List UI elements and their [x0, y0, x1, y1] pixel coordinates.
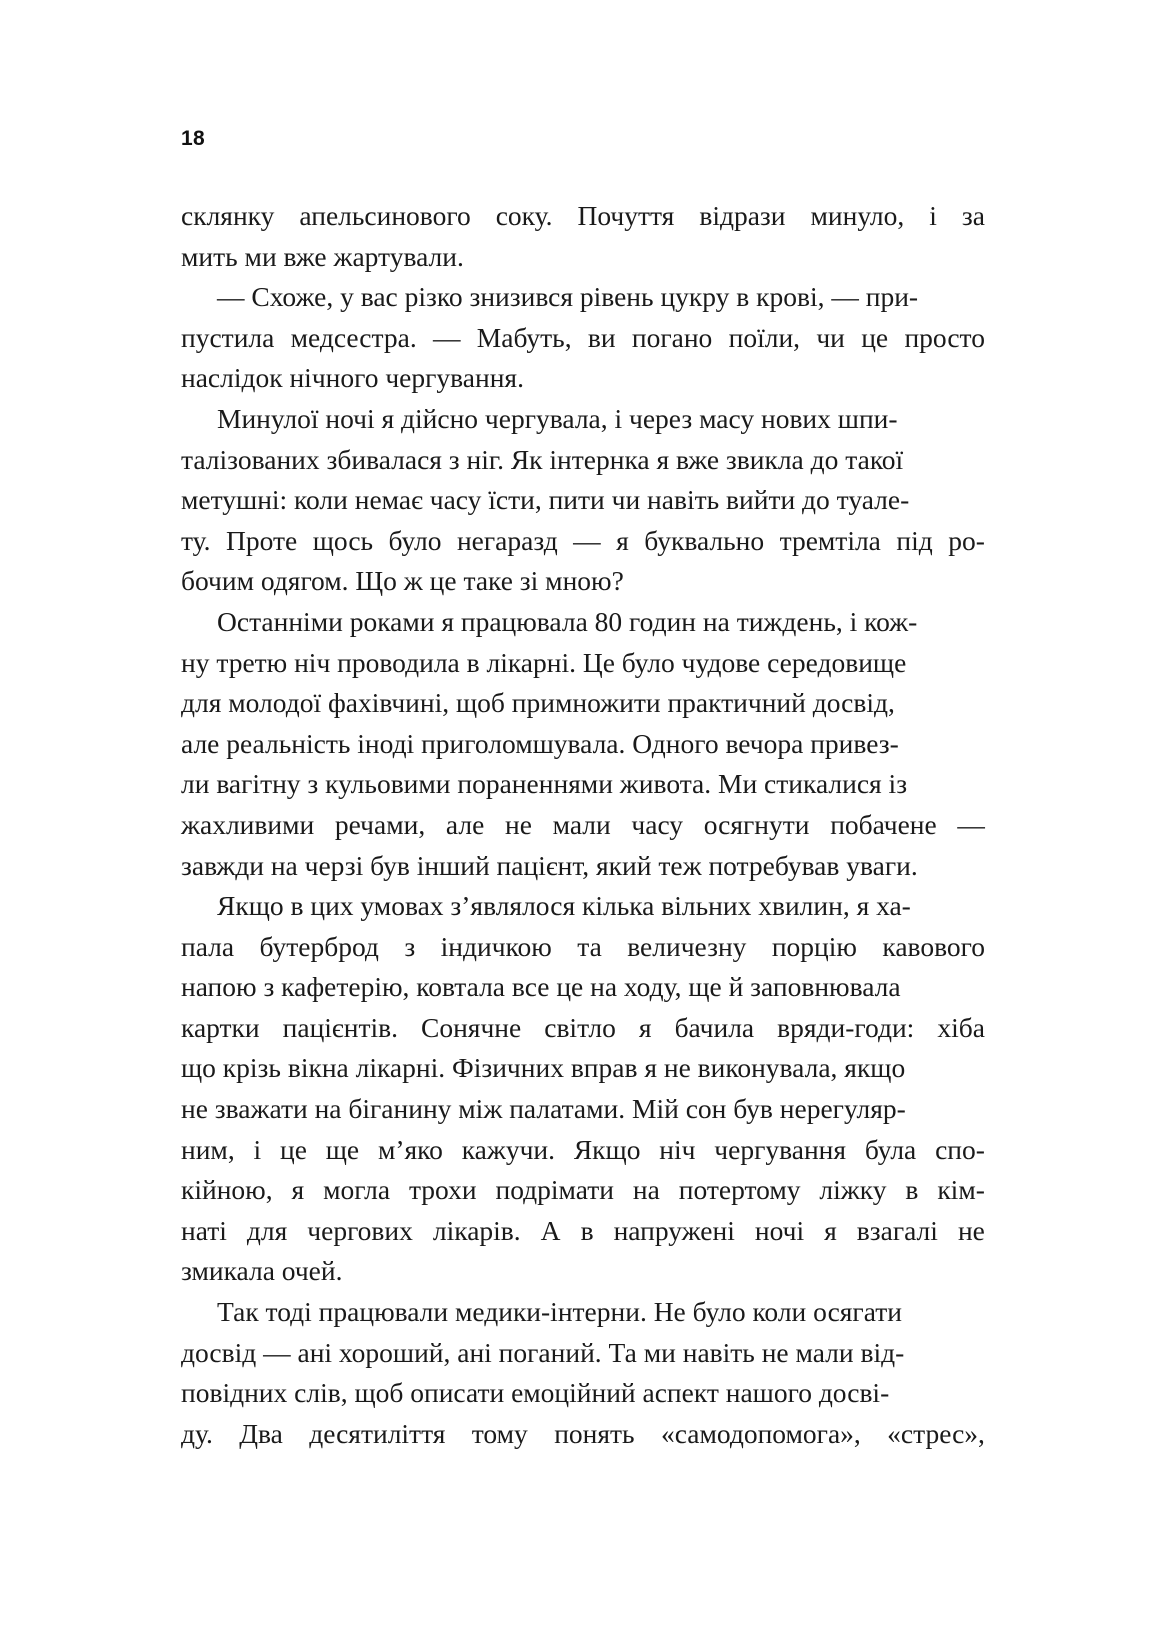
- text-run: наслідок нічного чергування.: [181, 362, 524, 394]
- text-line: [181, 1292, 985, 1333]
- text-run: ну третю ніч проводила в лікарні. Це було чудове середовище: [181, 646, 907, 678]
- text-run: понять: [554, 1417, 635, 1449]
- text-run: я: [616, 524, 629, 556]
- text-run: Почуття: [577, 200, 675, 231]
- text-run: просто: [904, 321, 985, 353]
- text-run: ли вагітну з кульовими пораненнями живота. Ми стикалися із: [181, 768, 908, 800]
- text-run: спо-: [935, 1133, 985, 1165]
- text-line: [181, 521, 985, 562]
- text-run: індичкою: [440, 930, 552, 962]
- text-run: на: [632, 1174, 660, 1206]
- text-run: світло: [544, 1011, 616, 1043]
- text-run: для молодої фахівчині, щоб примножити практичний досвід,: [181, 687, 895, 719]
- text-run: Мабуть,: [476, 321, 572, 353]
- text-run: Якщо в цих умовах з’являлося кілька вільних хвилин, я ха-: [217, 890, 911, 922]
- text-run: соку.: [495, 200, 553, 231]
- text-run: щось: [312, 524, 374, 556]
- paragraph: [181, 886, 985, 1292]
- text-run: я: [291, 1174, 305, 1206]
- text-run: подрімати: [495, 1174, 614, 1206]
- text-run: хіба: [937, 1011, 985, 1043]
- text-run: десятиліття: [309, 1417, 446, 1449]
- text-run: Так тоді працювали медики-інтерни. Не було коли осягати: [217, 1296, 902, 1328]
- text-run: потертому: [678, 1174, 801, 1206]
- text-line: [181, 399, 985, 440]
- text-run: порцію: [771, 930, 857, 962]
- text-run: часу: [631, 808, 684, 840]
- text-line: [181, 1170, 985, 1211]
- text-run: Два: [239, 1417, 283, 1449]
- text-run: що крізь вікна лікарні. Фізичних вправ я не виконувала, якщо: [181, 1052, 906, 1084]
- text-run: чергування: [714, 1133, 847, 1165]
- text-line: [181, 602, 985, 643]
- text-line: [181, 967, 985, 1008]
- text-run: —: [573, 524, 601, 556]
- text-run: картки: [181, 1011, 260, 1043]
- text-run: кажучи.: [461, 1133, 556, 1165]
- text-run: пала: [181, 930, 235, 962]
- text-line: [181, 358, 985, 399]
- text-line: [181, 1089, 985, 1130]
- text-run: не: [504, 808, 532, 840]
- text-run: медсестра.: [290, 321, 417, 353]
- paragraph: [181, 399, 985, 602]
- text-run: і: [253, 1133, 262, 1165]
- text-line: [181, 683, 985, 724]
- text-run: Сонячне: [421, 1011, 522, 1043]
- text-run: в: [580, 1214, 594, 1246]
- text-run: побачене: [830, 808, 937, 840]
- text-line: [181, 1130, 985, 1171]
- text-run: Проте: [226, 524, 298, 556]
- text-run: «самодопомога»,: [660, 1417, 861, 1449]
- text-run: склянку: [181, 200, 275, 231]
- text-run: бачила: [674, 1011, 755, 1043]
- text-run: ним,: [181, 1133, 235, 1165]
- text-run: пацієнтів.: [282, 1011, 398, 1043]
- paragraph: [181, 277, 985, 399]
- text-run: напою з кафетерію, ковтала все це на ходу, ще й заповнювала: [181, 971, 901, 1003]
- text-run: — Схоже, у вас різко знизився рівень цукру в крові, — при-: [217, 281, 919, 313]
- text-run: речами,: [334, 808, 426, 840]
- text-run: лікарів.: [432, 1214, 521, 1246]
- text-run: ліжку: [819, 1174, 887, 1206]
- text-run: кійною,: [181, 1174, 273, 1206]
- paragraph: [181, 602, 985, 886]
- text-run: мить ми вже жартували.: [181, 240, 464, 272]
- text-line: [181, 1211, 985, 1252]
- text-line: [181, 764, 985, 805]
- text-run: в: [905, 1174, 919, 1206]
- text-run: величезну: [627, 930, 747, 962]
- paragraph: [181, 1292, 985, 1454]
- text-run: Минулої ночі я дійсно чергувала, і через масу нових шпи-: [217, 402, 898, 434]
- text-run: негаразд: [456, 524, 558, 556]
- text-run: під: [896, 524, 933, 556]
- text-run: відрази: [699, 200, 786, 231]
- text-run: жахливими: [181, 808, 315, 840]
- text-line: [181, 277, 985, 318]
- text-run: ще: [325, 1133, 360, 1165]
- text-run: ночі: [754, 1214, 805, 1246]
- text-line: [181, 643, 985, 684]
- text-line: [181, 561, 985, 602]
- page-number: 18: [181, 127, 205, 150]
- text-run: повідних слів, щоб описати емоційний аспект нашого досві-: [181, 1377, 890, 1409]
- text-run: апельсинового: [299, 200, 471, 231]
- text-run: з: [404, 930, 416, 962]
- text-run: чергових: [307, 1214, 413, 1246]
- text-line: [181, 1251, 985, 1292]
- text-run: метушні: коли немає часу їсти, пити чи навіть вийти до туале-: [181, 484, 910, 516]
- text-run: не зважати на біганину між палатами. Мій сон був нерегуляр-: [181, 1093, 906, 1125]
- text-line: [181, 1333, 985, 1374]
- text-run: ви: [587, 321, 616, 353]
- text-run: пустила: [181, 321, 275, 353]
- body-text-block: [181, 196, 985, 1454]
- text-run: ро-: [948, 524, 985, 556]
- text-line: [181, 805, 985, 846]
- text-run: —: [433, 321, 461, 353]
- text-run: талізованих збивалася з ніг. Як інтернка я вже звикла до такої: [181, 443, 904, 475]
- text-run: ду.: [181, 1417, 213, 1449]
- text-run: вряди-годи:: [777, 1011, 915, 1043]
- text-line: [181, 886, 985, 927]
- paragraph: [181, 196, 985, 277]
- text-line: [181, 724, 985, 765]
- text-line: [181, 196, 985, 237]
- text-line: [181, 1008, 985, 1049]
- text-run: я: [824, 1214, 837, 1246]
- text-run: поїли,: [728, 321, 801, 353]
- text-run: бочим одягом. Що ж це таке зі мною?: [181, 565, 624, 597]
- text-line: [181, 846, 985, 887]
- text-line: [181, 1373, 985, 1414]
- text-run: це: [279, 1133, 307, 1165]
- text-line: [181, 1048, 985, 1089]
- text-run: це: [861, 321, 889, 353]
- text-run: кавового: [882, 930, 985, 962]
- text-run: Останніми роками я працювала 80 годин на тиждень, і кож-: [217, 605, 918, 637]
- text-line: [181, 1414, 985, 1455]
- text-run: завжди на черзі був інший пацієнт, який теж потребував уваги.: [181, 849, 918, 881]
- text-run: трохи: [408, 1174, 477, 1206]
- text-run: досвід — ані хороший, ані поганий. Та ми навіть не мали від-: [181, 1336, 905, 1368]
- text-run: взагалі: [856, 1214, 938, 1246]
- text-run: кім-: [937, 1174, 985, 1206]
- text-run: змикала очей.: [181, 1255, 343, 1287]
- text-run: ніч: [659, 1133, 696, 1165]
- text-run: минуло,: [810, 200, 905, 231]
- text-run: і: [929, 200, 937, 231]
- text-run: м’яко: [377, 1133, 443, 1165]
- text-run: було: [388, 524, 442, 556]
- text-line: [181, 237, 985, 278]
- text-run: «стрес»,: [887, 1417, 985, 1449]
- text-run: Якщо: [573, 1133, 641, 1165]
- text-run: та: [577, 930, 602, 962]
- text-run: але реальність іноді приголомшувала. Одного вечора привез-: [181, 727, 899, 759]
- text-line: [181, 318, 985, 359]
- text-run: я: [638, 1011, 652, 1043]
- text-run: ту.: [181, 524, 211, 556]
- text-run: А: [540, 1214, 561, 1246]
- text-run: за: [961, 200, 985, 231]
- text-run: могла: [323, 1174, 391, 1206]
- text-run: осягнути: [703, 808, 810, 840]
- text-line: [181, 440, 985, 481]
- text-run: бутерброд: [259, 930, 379, 962]
- text-run: мали: [552, 808, 611, 840]
- text-run: тремтіла: [779, 524, 881, 556]
- text-run: буквально: [644, 524, 765, 556]
- text-run: погано: [631, 321, 713, 353]
- text-run: тому: [471, 1417, 528, 1449]
- text-run: напружені: [613, 1214, 735, 1246]
- text-run: для: [246, 1214, 288, 1246]
- text-run: не: [957, 1214, 985, 1246]
- text-run: —: [957, 808, 985, 840]
- text-run: але: [445, 808, 485, 840]
- text-run: чи: [816, 321, 845, 353]
- text-line: [181, 480, 985, 521]
- text-run: була: [864, 1133, 917, 1165]
- text-run: наті: [181, 1214, 227, 1246]
- text-line: [181, 927, 985, 968]
